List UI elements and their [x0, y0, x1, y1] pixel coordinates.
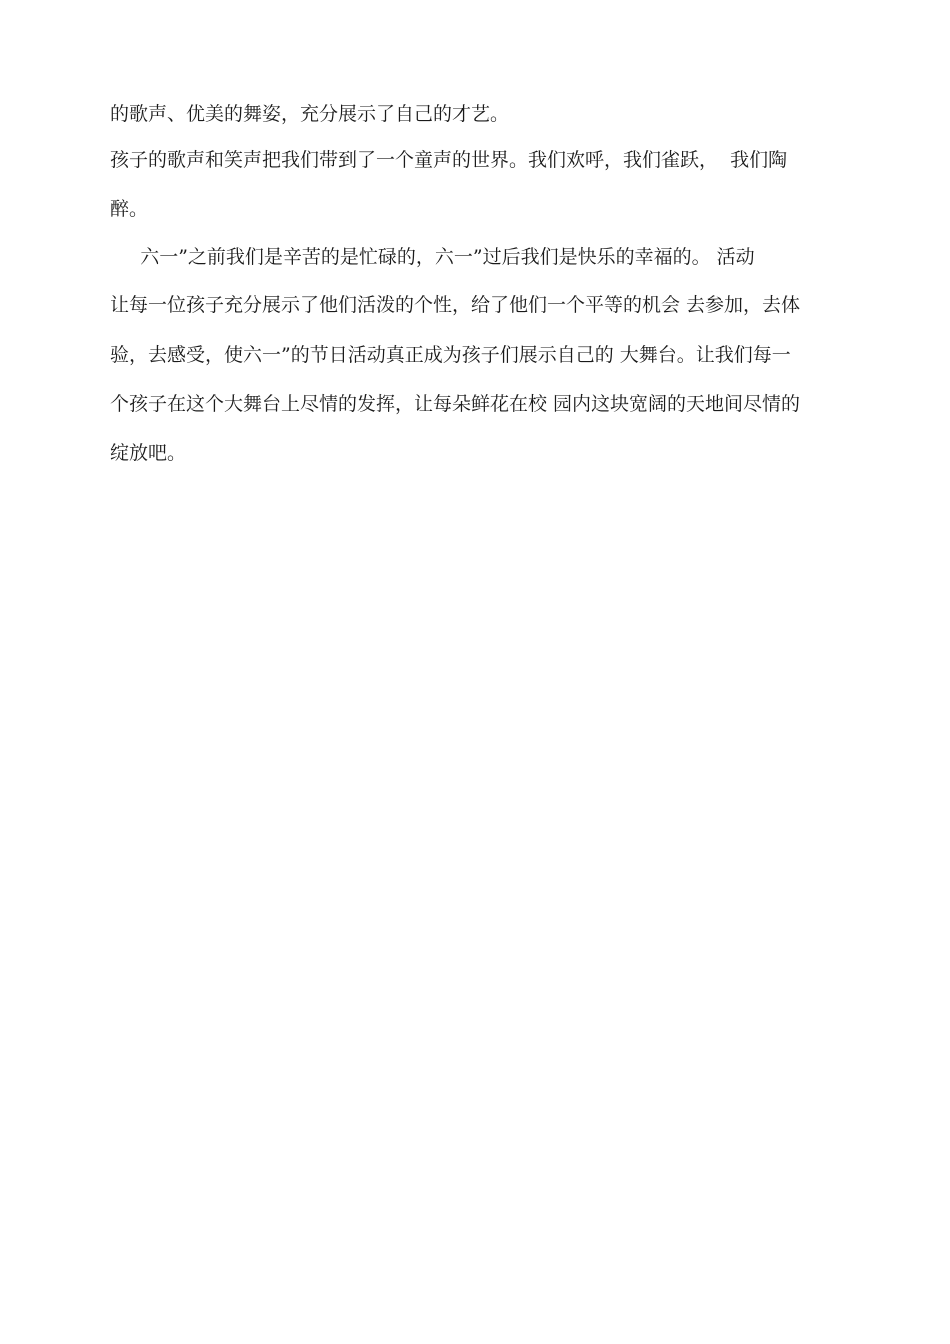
text-line: 六一”之前我们是辛苦的是忙碌的，六一”过后我们是快乐的幸福的。 活动 [110, 246, 755, 268]
text-line: 绽放吧。 [110, 442, 187, 464]
text-line: 的歌声、优美的舞姿，充分展示了自己的才艺。 [110, 103, 510, 125]
text-line: 醉。 [110, 198, 149, 220]
text-line: 孩子的歌声和笑声把我们带到了一个童声的世界。我们欢呼，我们雀跃， 我们陶 [110, 149, 788, 171]
text-line: 个孩子在这个大舞台上尽情的发挥，让每朵鲜花在校 园内这块宽阔的天地间尽情的 [110, 393, 801, 415]
text-line: 让每一位孩子充分展示了他们活泼的个性，给了他们一个平等的机会 去参加，去体 [110, 294, 801, 316]
text-line: 验，去感受，使六一”的节日活动真正成为孩子们展示自己的 大舞台。让我们每一 [110, 344, 791, 366]
